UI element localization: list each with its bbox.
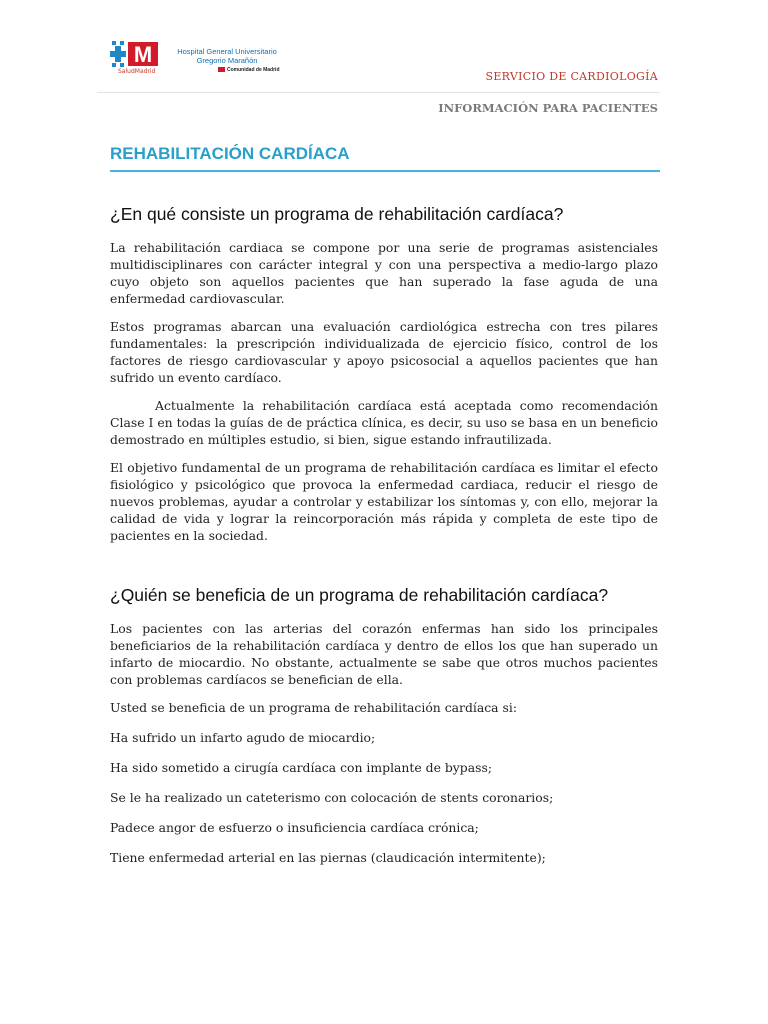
- section2-paragraph-1: Los pacientes con las arterias del corazón enfermas han sido los principales beneficiarios de la rehabilitación cardíaca y dentro de ellos los que han superado un infarto de miocardio. No obstante, actualmente se sabe que otros muchos pacientes con problemas cardíacos se benefician de ella.: [110, 621, 658, 687]
- document-title: REHABILITACIÓN CARDÍACA: [110, 144, 350, 163]
- comunidad-madrid-logo: [218, 67, 280, 73]
- hospital-name: [172, 47, 282, 65]
- section1-paragraph-2: Estos programas abarcan una evaluación cardiológica estrecha con tres pilares fundamentales: la prescripción individualizada de ejercicio físico, control de los factores de riesgo cardiovascular y apoyo psicosocial a aquellos pacientes que han sufrido un evento cardíaco.: [110, 319, 658, 385]
- logo-salud-label: SaludMadrid: [118, 68, 156, 75]
- hospital-logo: [110, 40, 300, 80]
- section2-heading: ¿Quién se beneficia de un programa de rehabilitación cardíaca?: [110, 585, 609, 605]
- section1-paragraph-1: La rehabilitación cardiaca se compone por una serie de programas asistenciales multidisciplinares con carácter integral y con una perspectiva a medio-largo plazo cuyo objeto son aquellos pacientes que han superado la fase aguda de una enfermedad cardiovascular.: [110, 240, 658, 306]
- list-item: Ha sido sometido a cirugía cardíaca con implante de bypass;: [110, 760, 492, 775]
- document-body: [110, 203, 658, 879]
- list-item: Padece angor de esfuerzo o insuficiencia cardíaca crónica;: [110, 820, 479, 835]
- hospital-name-line1: Hospital General Universitario: [177, 47, 277, 56]
- section1-paragraph-3: Actualmente la rehabilitación cardíaca está aceptada como recomendación Clase I en todas la guías de de práctica clínica, es decir, su uso se basa en un beneficio demostrado en múltiples estudio, si bien, sigue estando infrautilizada.: [110, 398, 658, 447]
- section2-intro: Usted se beneficia de un programa de rehabilitación cardíaca si:: [110, 700, 518, 715]
- service-name: SERVICIO DE CARDIOLOGÍA: [485, 70, 658, 83]
- saludmadrid-logo-icon: [110, 40, 166, 70]
- info-label: INFORMACIÓN PARA PACIENTES: [438, 101, 658, 115]
- comunidad-flag-icon: [218, 67, 225, 72]
- list-item: Tiene enfermedad arterial en las piernas (claudicación intermitente);: [110, 850, 546, 865]
- comunidad-label: Comunidad de Madrid: [227, 67, 280, 73]
- svg-text:M: M: [133, 42, 153, 67]
- header-divider: [97, 92, 660, 93]
- section1-heading: ¿En qué consiste un programa de rehabilitación cardíaca?: [110, 204, 564, 224]
- title-divider: [110, 170, 660, 172]
- section1-paragraph-4: El objetivo fundamental de un programa de rehabilitación cardíaca es limitar el efecto fisiológico y psicológico que provoca la enfermedad cardiaca, reducir el riesgo de nuevos problemas, ayudar a controlar y estabilizar los síntomas y, con ello, mejorar la calidad de vida y lograr la reincorporación más rápida y completa de este tipo de pacientes en la sociedad.: [110, 460, 658, 543]
- list-item: Ha sufrido un infarto agudo de miocardio;: [110, 730, 376, 745]
- hospital-name-line2: Gregorio Marañón: [196, 56, 258, 65]
- list-item: Se le ha realizado un cateterismo con colocación de stents coronarios;: [110, 790, 554, 805]
